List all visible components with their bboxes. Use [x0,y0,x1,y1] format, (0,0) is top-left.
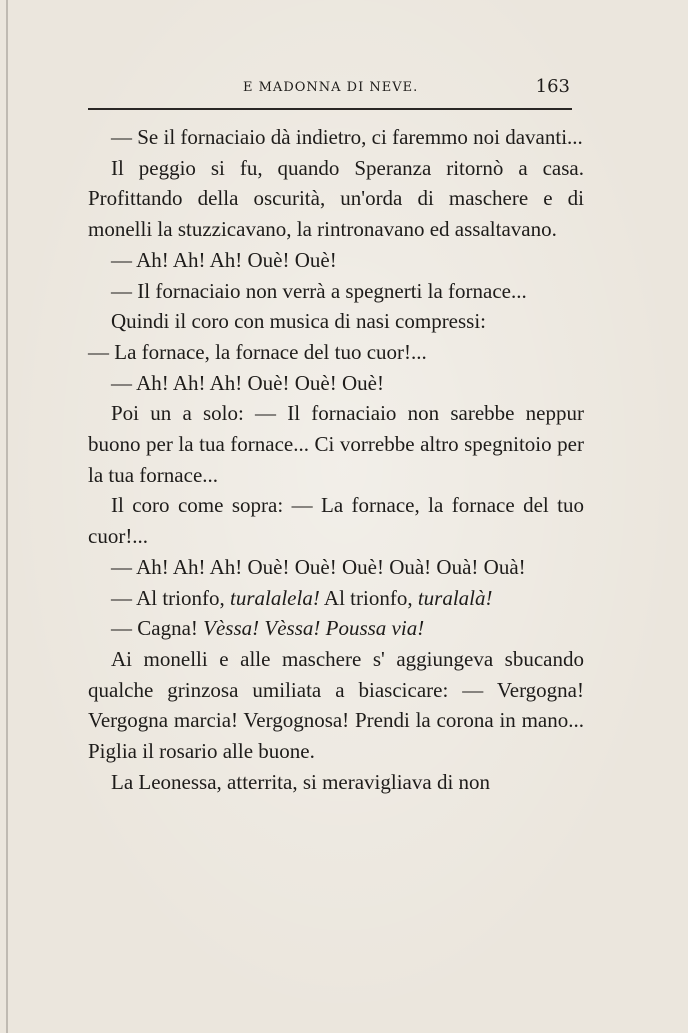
text-run: — Cagna! [111,616,204,641]
italic-run: turalalà! [417,585,493,610]
paragraph: Quindi il coro con musica di nasi compressi: [111,309,487,334]
paragraph: Il coro come sopra: — La fornace, la fornace del tuo cuor!... [88,493,584,549]
paragraph [88,583,584,614]
paragraph: — Il fornaciaio non verrà a spegnerti la fornace... [111,278,527,303]
italic-run: turalalela! [230,585,320,610]
paragraph [88,613,584,644]
paragraph: Il peggio si fu, quando Speranza ritornò a casa. Profittando della oscurità, un'orda di maschere e di monelli la stuzzicavano, la rintronavano ed assaltavano. [88,155,584,242]
paragraph: — Ah! Ah! Ah! Ouè! Ouè! [111,247,337,272]
paragraph: Poi un a solo: — Il fornaciaio non sarebbe neppur buono per la tua fornace... Ci vorrebbe altro spegnitoio per la tua fornace... [88,401,584,487]
body-text [88,122,584,797]
paragraph: — La fornace, la fornace del tuo cuor!... [88,339,427,364]
page-number: 163 [535,76,570,97]
header-rule [88,108,572,110]
paragraph: La Leonessa, atterrita, si meravigliava di non [111,769,491,794]
italic-run: Vèssa! Vèssa! Poussa via! [203,616,425,641]
paragraph: — Ah! Ah! Ah! Ouè! Ouè! Ouè! Ouà! Ouà! Ouà! [111,554,526,579]
paragraph: — Se il fornaciaio dà indietro, ci faremmo noi davanti... [111,125,583,149]
page-header [88,74,578,102]
paragraph: — Ah! Ah! Ah! Ouè! Ouè! Ouè! [111,370,384,395]
paragraph: Ai monelli e alle maschere s' aggiungeva sbucando qualche grinzosa umiliata a biascicare: — Vergogna! Vergogna marcia! Vergognosa! Prendi la corona in mano... Piglia il rosario alle buone. [88,646,584,764]
text-run: Al trionfo, [319,585,418,610]
text-run: — Al trionfo, [111,585,230,610]
running-head: E MADONNA DI NEVE. [243,80,419,95]
gutter-shadow [6,0,8,1033]
